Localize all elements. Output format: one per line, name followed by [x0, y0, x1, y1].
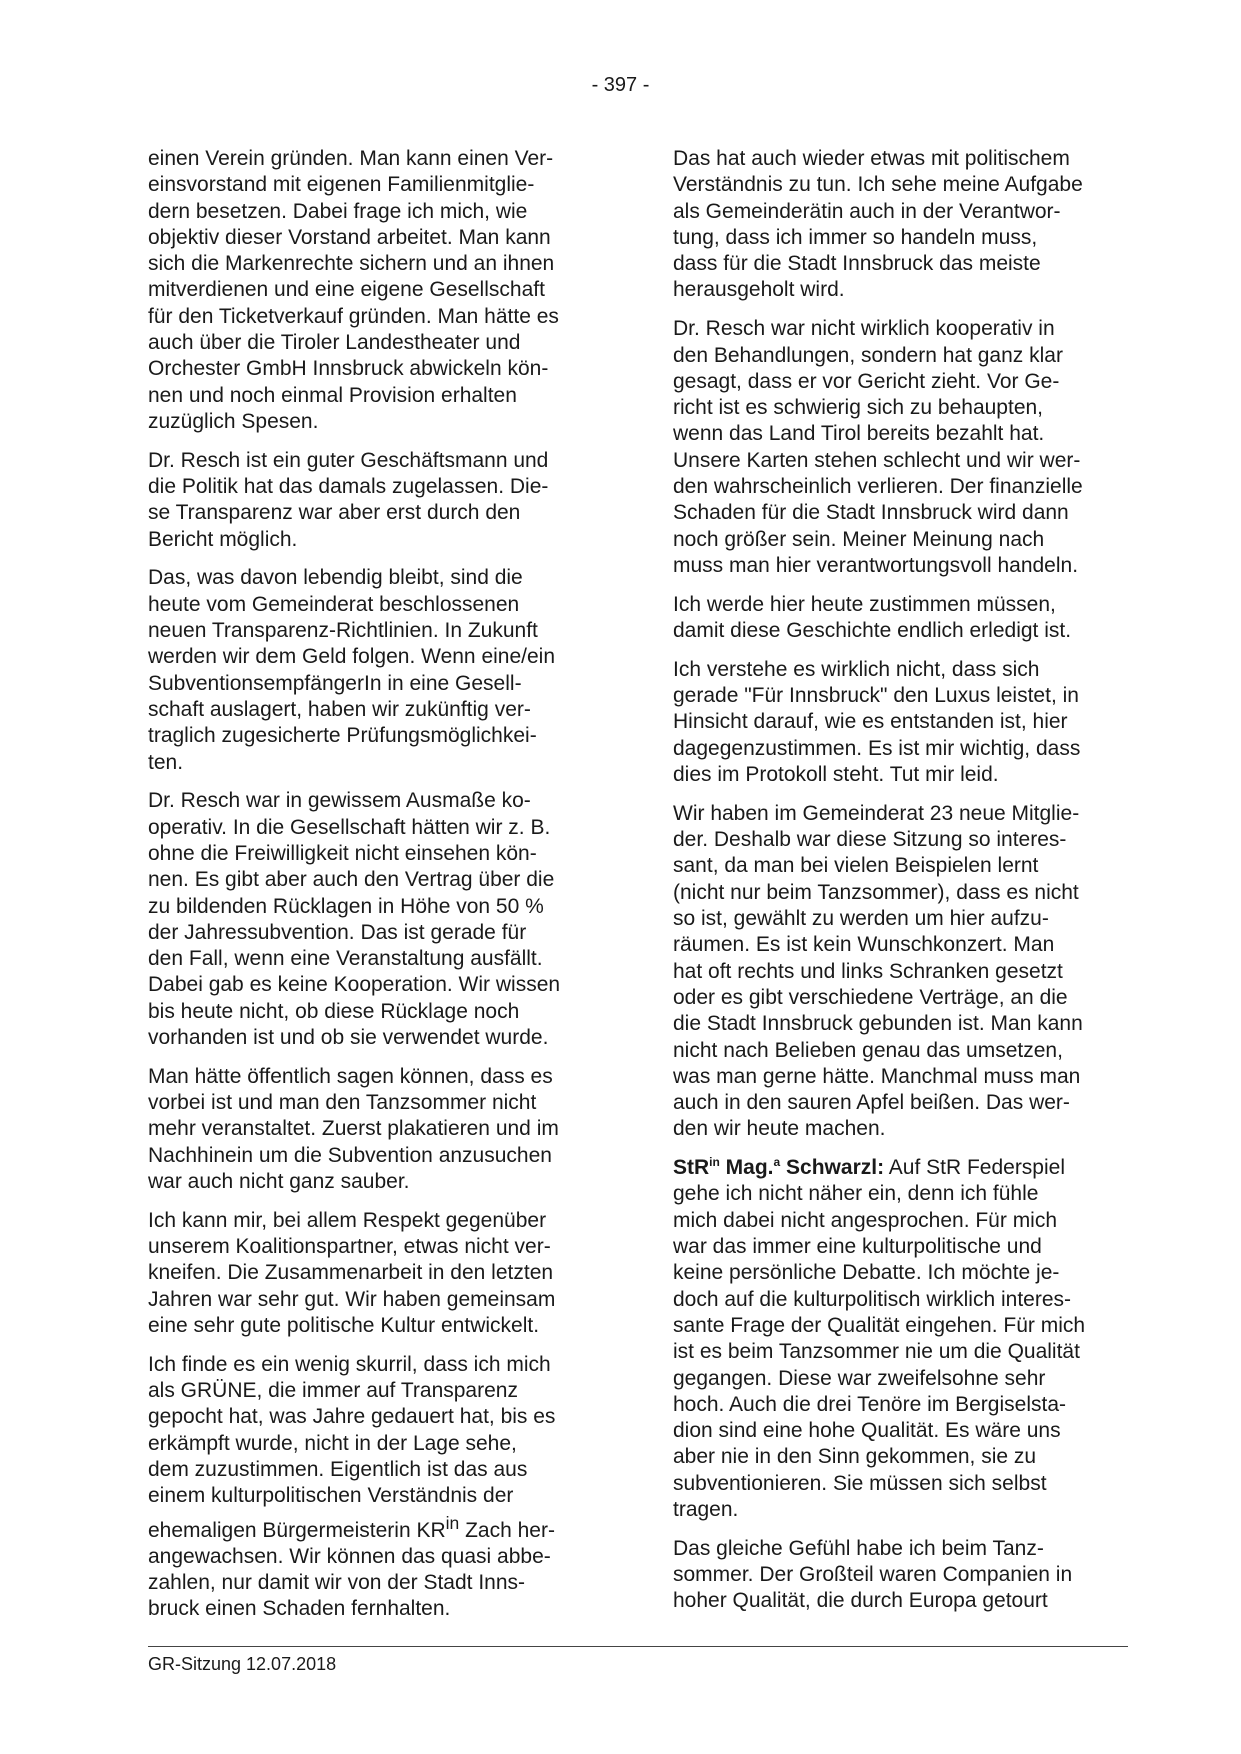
footer-divider — [148, 1646, 1128, 1647]
footer-session-date: GR-Sitzung 12.07.2018 — [148, 1654, 337, 1674]
paragraph: Man hätte öffentlich sagen können, dass es vorbei ist und man den Tanzsommer nicht mehr veranstaltet. Zuerst plakatieren und im Nachhinein um die Subvention anzusuchen war auch nicht ganz sauber. — [148, 1064, 559, 1193]
paragraph: Ich verstehe es wirklich nicht, dass sich gerade "Für Innsbruck" den Luxus leistet, in Hinsicht darauf, wie es entstanden ist, hier dagegenzustimmen. Es ist mir wichtig, dass dies im Protokoll steht. Tut mir leid. — [673, 657, 1081, 787]
paragraph: Wir haben im Gemeinderat 23 neue Mitglie- der. Deshalb war diese Sitzung so interes- sant, da man bei vielen Beispielen lernt (nicht nur beim Tanzsommer), dass es nicht so ist, gewählt zu werden um hier aufzu- räumen. Es ist kein Wunschkonzert. Man hat oft rechts und links Schranken gesetzt oder es gibt verschiedene Verträge, an die die Stadt Innsbruck gebunden ist. Man kann nicht nach Belieben genau das umsetzen, was man gerne hätte. Manchmal muss man auch in den sauren Apfel beißen. Das wer- den wir heute machen. — [673, 801, 1083, 1141]
superscript: in — [445, 1512, 460, 1533]
paragraph-text: Ich finde es ein wenig skurril, dass ich mich als GRÜNE, die immer auf Transparenz gepocht hat, was Jahre gedauert hat, bis es erkämpft wurde, nicht in der Lage sehe, dem zuzustimmen. Eigentlich ist das aus einem kulturpolitischen Verständnis der ehemaligen Bürgermeisterin KR — [148, 1352, 556, 1542]
paragraph: Das gleiche Gefühl habe ich beim Tanz- sommer. Der Großteil waren Companien in hoher Qualität, die durch Europa getourt — [673, 1536, 1073, 1613]
paragraph: Ich werde hier heute zustimmen müssen, damit diese Geschichte endlich erledigt ist. — [673, 592, 1072, 643]
page-number: - 397 - — [591, 74, 650, 96]
speaker-degree: Mag. — [719, 1156, 774, 1180]
right-column — [673, 146, 1128, 1627]
paragraph — [148, 1352, 603, 1623]
paragraph: Das, was davon lebendig bleibt, sind die heute vom Gemeinderat beschlossenen neuen Transparenz-Richtlinien. In Zukunft werden wir dem Geld folgen. Wenn eine/ein SubventionsempfängerIn in eine Gesell- schaft auslagert, haben wir zukünftig ver- traglich zugesicherte Prüfungsmöglichkei- ten. — [148, 566, 556, 774]
paragraph: Dr. Resch war nicht wirklich kooperativ in den Behandlungen, sondern hat ganz klar gesagt, dass er vor Gericht zieht. Vor Ge- richt ist es schwierig sich zu behaupten, wenn das Land Tirol bereits bezahlt hat. Unsere Karten stehen schlecht und wir wer- den wahrscheinlich verlieren. Der finanzielle Schaden für die Stadt Innsbruck wird dann noch größer sein. Meiner Meinung nach muss man hier verantwortungsvoll handeln. — [673, 317, 1083, 577]
speaker-surname: Schwarzl: — [780, 1156, 885, 1180]
speaker-text: Auf StR Federspiel gehe ich nicht näher ein, denn ich fühle mich dabei nicht angesprochen. Für mich war das immer eine kulturpolitische und keine persönliche Debatte. Ich möchte je- doch auf die kulturpolitisch wirklich interes- sante Frage der Qualität eingehen. Für mich ist es beim Tanzsommer nie um die Qualität gegangen. Diese war zweifelsohne sehr hoch. Auch die drei Tenöre im Bergiselsta- dion sind eine hohe Qualität. Es wäre uns aber nie in den Sinn gekommen, sie zu subventionieren. Sie müssen sich selbst tragen. — [673, 1156, 1086, 1522]
paragraph: Dr. Resch war in gewissem Ausmaße ko- operativ. In die Gesellschaft hätten wir z. B. ohne die Freiwilligkeit nicht einsehen kön- nen. Es gibt aber auch den Vertrag über die zu bildenden Rücklagen in Höhe von 50 % der Jahressubvention. Das ist gerade für den Fall, wenn eine Veranstaltung ausfällt. Dabei gab es keine Kooperation. Wir wissen bis heute nicht, ob diese Rücklage noch vorhanden ist und ob sie verwendet wurde. — [148, 789, 561, 1049]
paragraph: Ich kann mir, bei allem Respekt gegenüber unserem Koalitionspartner, etwas nicht ver- kneifen. Die Zusammenarbeit in den letzten Jahren war sehr gut. Wir haben gemeinsam eine sehr gute politische Kultur entwickelt. — [148, 1208, 556, 1337]
speaker-name — [673, 1156, 884, 1179]
paragraph: Dr. Resch ist ein guter Geschäftsmann und die Politik hat das damals zugelassen. Die- se Transparenz war aber erst durch den Bericht möglich. — [148, 448, 549, 551]
speaker-paragraph — [673, 1155, 1128, 1523]
speaker-title-superscript: in — [709, 1155, 720, 1170]
left-column — [148, 146, 603, 1635]
paragraph-text: Zach her- angewachsen. Wir können das quasi abbe- zahlen, nur damit wir von der Stadt Inns- bruck einen Schaden fernhalten. — [148, 1518, 555, 1621]
paragraph: Das hat auch wieder etwas mit politischem Verständnis zu tun. Ich sehe meine Aufgabe als Gemeinderätin auch in der Verantwor- tung, dass ich immer so handeln muss, dass für die Stadt Innsbruck das meiste herausgeholt wird. — [673, 147, 1083, 302]
speaker-degree-superscript: a — [773, 1155, 781, 1170]
speaker-title: StR — [673, 1156, 710, 1180]
paragraph: einen Verein gründen. Man kann einen Ver- einsvorstand mit eigenen Familienmitglie- dern besetzen. Dabei frage ich mich, wie objektiv dieser Vorstand arbeitet. Man kann sich die Markenrechte sichern und an ihnen mitverdienen und eine eigene Gesellschaft für den Ticketverkauf gründen. Man hätte es auch über die Tiroler Landestheater und Orchester GmbH Innsbruck abwickeln kön- nen und noch einmal Provision erhalten zuzüglich Spesen. — [148, 147, 559, 433]
